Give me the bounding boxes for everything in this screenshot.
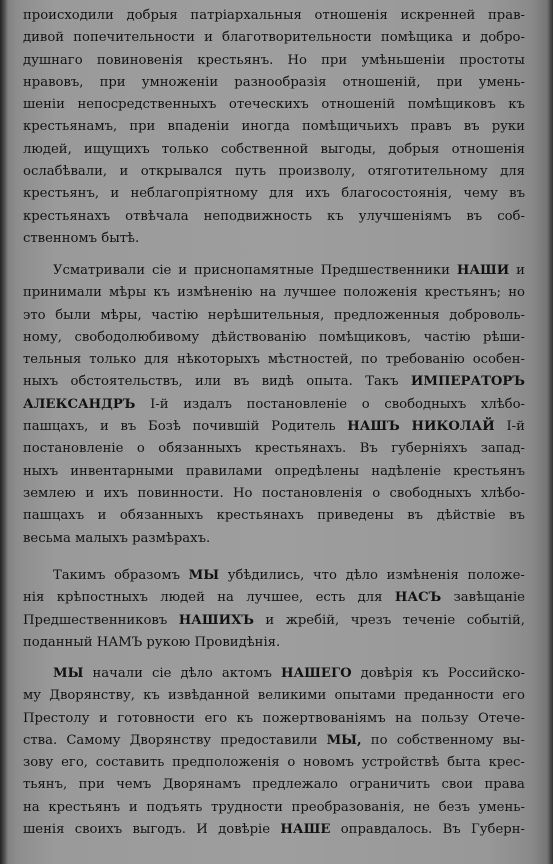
text-line: зову его, составить предположенія о новомъ устройствѣ быта крес-	[23, 755, 525, 771]
text-line: Престолу и готовности его къ пожертвованіямъ на пользу Отече-	[23, 710, 525, 726]
text-line: дивой попечительности и благотворительности помѣщика и добро-	[23, 30, 525, 46]
text-line: Такимъ образомъ МЫ убѣдились, что дѣло измѣненія положе-	[53, 568, 525, 583]
text-line: принимали мѣры къ измѣненію на лучшее положенія крестьянъ; но	[23, 285, 525, 301]
text-line: людей, ищущихъ только собственной выгоды, добрыя отношенія	[23, 141, 525, 157]
text-line: ственномъ бытѣ.	[23, 230, 140, 246]
paragraph-1	[23, 5, 525, 250]
text-line: пашцахъ и обязанныхъ крестьянахъ приведены въ дѣйствіе въ	[23, 508, 525, 524]
text-line: нія крѣпостныхъ людей на лучшее, есть для НАСЪ завѣщаніе	[23, 590, 525, 606]
paragraph-3	[23, 565, 525, 654]
text-line: ства. Самому Дворянству предоставили МЫ, по собственному вы-	[23, 732, 525, 748]
text-line: поданный НАМЪ рукою Провидѣнія.	[23, 634, 281, 650]
text-line: душнаго повиновенія крестьянъ. Но при умѣньшеніи простоты	[23, 52, 525, 68]
paragraph-2	[23, 260, 525, 550]
text-line: весьма малыхъ размѣрахъ.	[23, 530, 211, 546]
text-line: ныхъ обстоятельствъ, или въ видѣ опыта. Такъ ИМПЕРАТОРЪ	[23, 374, 525, 390]
text-line: му Дворянству, къ извѣданной великими опытами преданности его	[23, 688, 525, 704]
text-line: нравовъ, при умноженіи разнообразія отношеній, при умень-	[23, 74, 525, 90]
text-line: крестьянъ, и неблагопріятному для ихъ благосостоянія, чему въ	[23, 186, 525, 202]
text-line: тьянъ, при чемъ Дворянамъ предлежало ограничить свои права	[23, 777, 525, 793]
text-line: ослабѣвали, и открывался путь произволу, отяготительному для	[23, 164, 525, 180]
text-line: крестьянахъ отвѣчала неподвижность къ улучшеніямъ въ соб-	[23, 208, 525, 224]
text-line: МЫ начали сіе дѣло актомъ НАШЕГО довѣрія къ Российско-	[53, 666, 525, 681]
text-line: землею и ихъ повинности. Но постановленія о свободныхъ хлѣбо-	[23, 485, 525, 501]
text-line: ныхъ инвентарными правилами опредѣлены надѣленіе крестьянъ	[23, 463, 525, 479]
text-line: тельныя только для нѣкоторыхъ мѣстностей, по требованію особен-	[23, 352, 525, 368]
text-line: АЛЕКСАНДРЪ I-й издалъ постановленіе о свободныхъ хлѣбо-	[23, 396, 525, 412]
paragraph-4	[23, 663, 525, 841]
text-line: Усматривали сіе и приснопамятные Предшественники НАШИ и	[53, 263, 525, 278]
text-line: на крестьянъ и подъять трудности преобразованія, не безъ умень-	[23, 799, 525, 815]
text-line: крестьянамъ, при впаденіи иногда помѣщичьихъ правъ въ руки	[23, 119, 525, 135]
text-line: это были мѣры, частію нерѣшительныя, предложенныя доброволь-	[23, 307, 525, 323]
text-line: ному, свободолюбивому дѣйствованію помѣщиковъ, частію рѣши-	[23, 329, 525, 345]
text-line: Предшественниковъ НАШИХЪ и жребій, чрезъ теченіе событій,	[23, 612, 525, 628]
text-line: пашцахъ, и въ Бозѣ почившій Родитель НАШЪ НИКОЛАЙ I-й	[23, 419, 525, 435]
text-line: шенія своихъ выгодъ. И довѣріе НАШЕ оправдалось. Въ Губерн-	[23, 822, 525, 838]
text-line: постановленіе о обязанныхъ крестьянахъ. Въ губерніяхъ запад-	[23, 441, 525, 457]
text-line: шеніи непосредственныхъ отеческихъ отношеній помѣщиковъ къ	[23, 97, 525, 113]
text-line: происходили добрыя патріархальныя отношенія искренней прав-	[23, 8, 525, 23]
